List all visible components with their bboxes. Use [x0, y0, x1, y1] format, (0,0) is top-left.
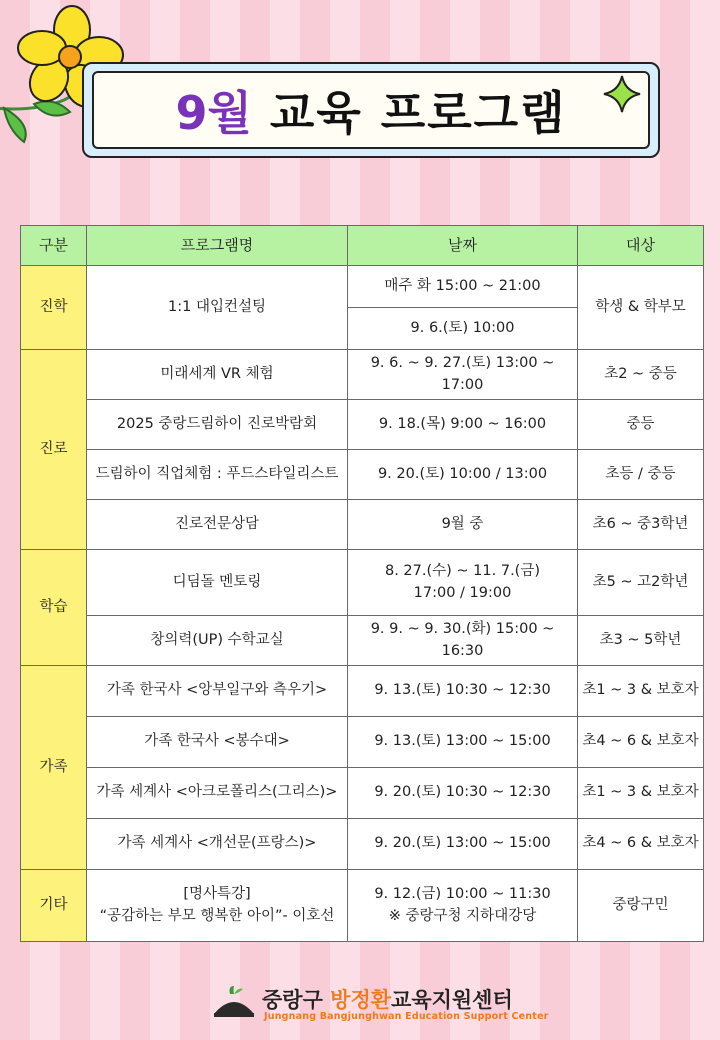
- date-cell: 9. 9. ~ 9. 30.(화) 15:00 ~ 16:30: [348, 616, 578, 666]
- schedule-table: [20, 225, 704, 942]
- target-cell: 초4 ~ 6 & 보호자: [578, 717, 704, 768]
- title-inner: [92, 71, 650, 149]
- target-cell: 초3 ~ 5학년: [578, 616, 704, 666]
- target-cell: 초5 ~ 고2학년: [578, 550, 704, 616]
- footer-name-accent: 방정환: [330, 988, 392, 1012]
- table-row: [21, 350, 704, 400]
- program-cell: 가족 세계사 <개선문(프랑스)>: [87, 819, 348, 870]
- table-row: [21, 768, 704, 819]
- target-cell: 중등: [578, 400, 704, 450]
- program-cell: [87, 870, 348, 942]
- table-row: [21, 717, 704, 768]
- date-line: 9. 12.(금) 10:00 ~ 11:30: [374, 885, 551, 902]
- program-cell: 드림하이 직업체험 : 푸드스타일리스트: [87, 450, 348, 500]
- footer-name-suffix: 교육지원센터: [391, 988, 513, 1012]
- column-header: 대상: [578, 226, 704, 266]
- date-line: 8. 27.(수) ~ 11. 7.(금): [384, 562, 541, 579]
- date-cell: 9. 18.(목) 9:00 ~ 16:00: [348, 400, 578, 450]
- table-header-row: [21, 226, 704, 266]
- table-row: [21, 266, 704, 308]
- target-cell: 중랑구민: [578, 870, 704, 942]
- date-cell: 9. 20.(토) 10:30 ~ 12:30: [348, 768, 578, 819]
- table-row: [21, 400, 704, 450]
- page-title: 교육 프로그램: [269, 86, 567, 140]
- target-cell: 초1 ~ 3 & 보호자: [578, 666, 704, 717]
- logo-icon: [212, 984, 256, 1018]
- program-cell: 창의력(UP) 수학교실: [87, 616, 348, 666]
- category-cell: 진학: [21, 266, 87, 350]
- column-header: 날짜: [348, 226, 578, 266]
- footer-subtitle: Jungnang Bangjunghwan Education Support Center: [264, 1011, 549, 1022]
- table-row: [21, 550, 704, 616]
- table-row: [21, 666, 704, 717]
- title-month: 9월: [175, 86, 252, 140]
- program-line: “공감하는 부모 행복한 아이”- 이호선: [99, 907, 335, 924]
- date-cell: 9. 6. ~ 9. 27.(토) 13:00 ~ 17:00: [348, 350, 578, 400]
- target-cell: 학생 & 학부모: [578, 266, 704, 350]
- date-cell: 9. 13.(토) 10:30 ~ 12:30: [348, 666, 578, 717]
- target-cell: 초등 / 중등: [578, 450, 704, 500]
- footer-logo: [0, 982, 720, 1032]
- program-cell: 가족 한국사 <앙부일구와 측우기>: [87, 666, 348, 717]
- sparkle-icon: [602, 74, 642, 114]
- title-banner: [82, 62, 660, 158]
- date-cell: 9. 13.(토) 13:00 ~ 15:00: [348, 717, 578, 768]
- program-cell: 가족 한국사 <봉수대>: [87, 717, 348, 768]
- date-line: ※ 중랑구청 지하대강당: [388, 907, 537, 924]
- program-cell: 1:1 대입컨설팅: [87, 266, 348, 350]
- date-cell: 9. 6.(토) 10:00: [348, 308, 578, 350]
- program-cell: 2025 중랑드림하이 진로박람회: [87, 400, 348, 450]
- date-cell: 9월 중: [348, 500, 578, 550]
- date-cell: 9. 20.(토) 13:00 ~ 15:00: [348, 819, 578, 870]
- program-cell: 진로전문상담: [87, 500, 348, 550]
- program-cell: 가족 세계사 <아크로폴리스(그리스)>: [87, 768, 348, 819]
- date-cell: 9. 20.(토) 10:00 / 13:00: [348, 450, 578, 500]
- table-row: [21, 450, 704, 500]
- table-row: [21, 870, 704, 942]
- program-line: [명사특강]: [183, 885, 251, 902]
- date-cell: [348, 870, 578, 942]
- target-cell: 초6 ~ 중3학년: [578, 500, 704, 550]
- category-cell: 기타: [21, 870, 87, 942]
- target-cell: 초4 ~ 6 & 보호자: [578, 819, 704, 870]
- table-row: [21, 819, 704, 870]
- footer-org-name: [262, 984, 513, 1014]
- footer-name-prefix: 중랑구: [262, 988, 331, 1012]
- category-cell: 가족: [21, 666, 87, 870]
- target-cell: 초1 ~ 3 & 보호자: [578, 768, 704, 819]
- date-cell: [348, 550, 578, 616]
- column-header: 구분: [21, 226, 87, 266]
- target-cell: 초2 ~ 중등: [578, 350, 704, 400]
- date-cell: 매주 화 15:00 ~ 21:00: [348, 266, 578, 308]
- date-line: 17:00 / 19:00: [413, 584, 512, 601]
- table-row: [21, 500, 704, 550]
- table-row: [21, 616, 704, 666]
- program-cell: 디딤돌 멘토링: [87, 550, 348, 616]
- category-cell: 학습: [21, 550, 87, 666]
- program-cell: 미래세계 VR 체험: [87, 350, 348, 400]
- category-cell: 진로: [21, 350, 87, 550]
- column-header: 프로그램명: [87, 226, 348, 266]
